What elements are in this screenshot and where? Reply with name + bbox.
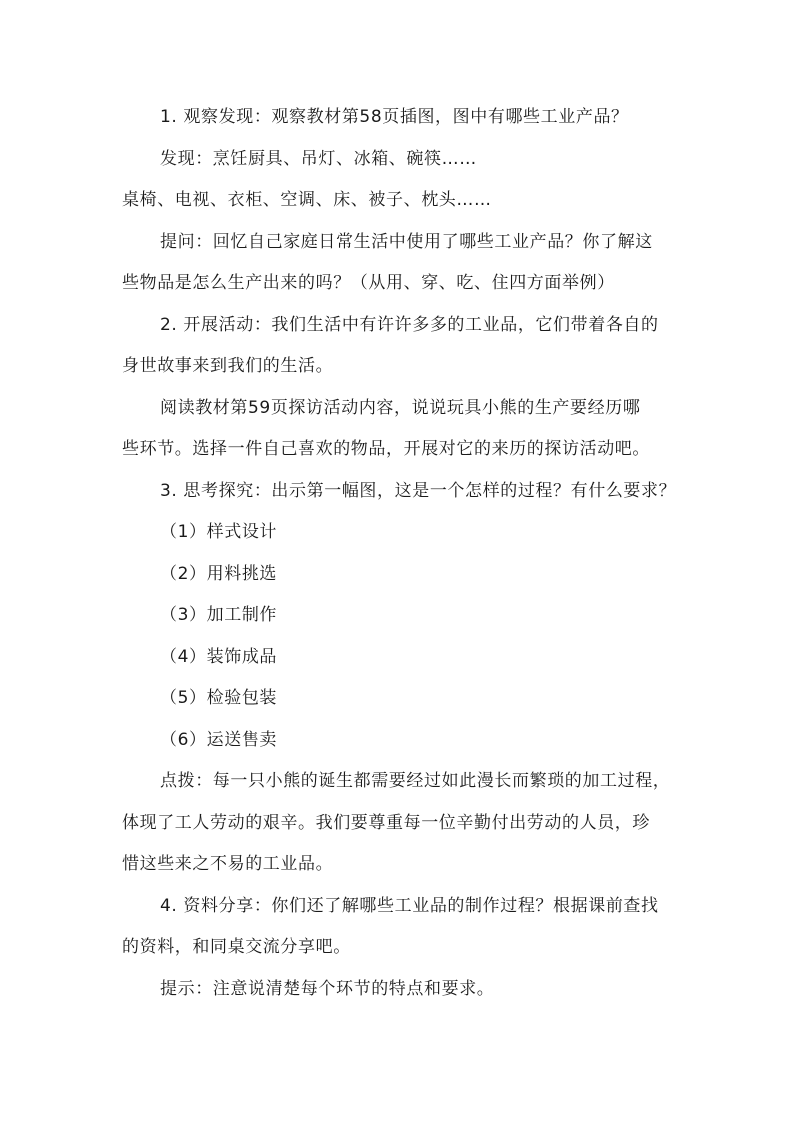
reading-line-2: 些环节。选择一件自己喜欢的物品，开展对它的来历的探访活动吧。 (122, 439, 650, 459)
tip-line: 提示：注意说清楚每个环节的特点和要求。 (160, 979, 495, 999)
guidance-line-1: 点拨：每一只小熊的诞生都需要经过如此漫长而繁琐的加工过程， (160, 771, 671, 791)
step-item: （3）加工制作 (160, 605, 278, 625)
section-2-activity-line-2: 身世故事来到我们的生活。 (122, 356, 334, 376)
section-1-observe: 1. 观察发现：观察教材第58页插图，图中有哪些工业产品？ (160, 107, 629, 127)
question-line-1: 提问：回忆自己家庭日常生活中使用了哪些工业产品？你了解这 (160, 232, 653, 252)
discovery-line-1: 发现：烹饪厨具、吊灯、冰箱、碗筷…… (160, 149, 477, 169)
step-item: （2）用料挑选 (160, 564, 278, 584)
step-item: （1）样式设计 (160, 522, 278, 542)
section-4-share-line-1: 4. 资料分享：你们还了解哪些工业品的制作过程？根据课前查找 (160, 896, 659, 916)
section-3-explore: 3. 思考探究：出示第一幅图，这是一个怎样的过程？有什么要求？ (160, 481, 677, 501)
discovery-line-2: 桌椅、电视、衣柜、空调、床、被子、枕头…… (122, 190, 492, 210)
guidance-line-2: 体现了工人劳动的艰辛。我们要尊重每一位辛勤付出劳动的人员，珍 (122, 813, 650, 833)
step-item: （6）运送售卖 (160, 730, 278, 750)
question-line-2: 些物品是怎么生产出来的吗？（从用、穿、吃、住四方面举例） (122, 273, 615, 293)
step-item: （5）检验包装 (160, 688, 278, 708)
guidance-line-3: 惜这些来之不易的工业品。 (122, 854, 334, 874)
reading-line-1: 阅读教材第59页探访活动内容，说说玩具小熊的生产要经历哪 (160, 398, 641, 418)
section-2-activity-line-1: 2. 开展活动：我们生活中有许许多多的工业品，它们带着各自的 (160, 315, 659, 335)
section-4-share-line-2: 的资料，和同桌交流分享吧。 (122, 937, 351, 957)
step-item: （4）装饰成品 (160, 647, 278, 667)
